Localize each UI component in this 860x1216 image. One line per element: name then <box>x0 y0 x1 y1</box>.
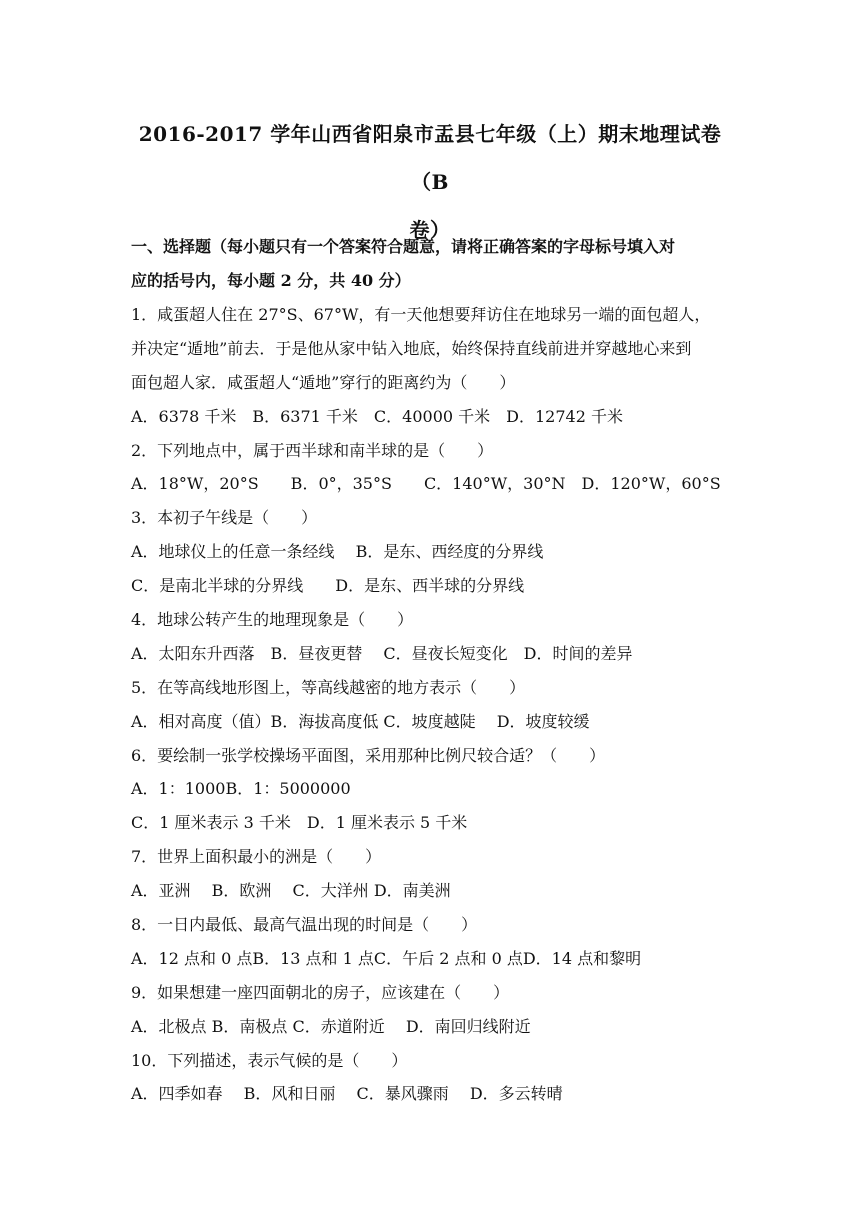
question-7-stem: 7．世界上面积最小的洲是（ ） <box>131 847 382 867</box>
question-2-options: A．18°W，20°S B．0°，35°S C．140°W，30°N D．120°W，60°S <box>131 474 721 494</box>
question-5-stem: 5．在等高线地形图上，等高线越密的地方表示（ ） <box>131 677 526 697</box>
question-6-stem: 6．要绘制一张学校操场平面图，采用那种比例尺较合适？（ ） <box>131 745 606 765</box>
question-9-stem: 9．如果想建一座四面朝北的房子，应该建在（ ） <box>131 982 510 1002</box>
title-line-1: 2016-2017 学年山西省阳泉市盂县七年级（上）期末地理试卷（B <box>138 122 722 194</box>
question-10-options: A．四季如春 B．风和日丽 C．暴风骤雨 D．多云转晴 <box>131 1084 563 1104</box>
title-line-2: 卷） <box>409 218 451 242</box>
question-9-options: A．北极点 B．南极点 C．赤道附近 D．南回归线附近 <box>131 1016 531 1036</box>
question-1-options: A．6378 千米 B．6371 千米 C．40000 千米 D．12742 千米 <box>131 406 623 426</box>
question-3-stem: 3．本初子午线是（ ） <box>131 508 318 528</box>
question-6-options: A．1：1000B．1：5000000 <box>131 779 351 799</box>
question-6-options: C．1 厘米表示 3 千米 D．1 厘米表示 5 千米 <box>131 813 468 833</box>
question-4-stem: 4．地球公转产生的地理现象是（ ） <box>131 610 414 630</box>
question-8-options: A．12 点和 0 点B．13 点和 1 点C．午后 2 点和 0 点D．14 点和黎明 <box>131 948 642 968</box>
question-4-options: A．太阳东升西落 B．昼夜更替 C．昼夜长短变化 D．时间的差异 <box>131 643 633 663</box>
question-list <box>131 298 731 1111</box>
question-7-options: A．亚洲 B．欧洲 C．大洋州 D．南美洲 <box>131 881 451 901</box>
question-1-stem: 并决定“遁地”前去．于是他从家中钻入地底，始终保持直线前进并穿越地心来到 <box>131 338 692 358</box>
question-3-options: A．地球仪上的任意一条经线 B．是东、西经度的分界线 <box>131 542 544 562</box>
question-1-stem: 面包超人家．咸蛋超人“遁地”穿行的距离约为（ ） <box>131 372 516 392</box>
question-5-options: A．相对高度（值）B．海拔高度低 C．坡度越陡 D．坡度较缓 <box>131 711 590 731</box>
question-3-options: C．是南北半球的分界线 D．是东、西半球的分界线 <box>131 576 525 596</box>
section-heading-line-2: 应的括号内，每小题 2 分，共 40 分） <box>131 271 411 290</box>
question-10-stem: 10．下列描述，表示气候的是（ ） <box>131 1050 408 1070</box>
question-1-stem: 1．咸蛋超人住在 27°S、67°W，有一天他想要拜访住在地球另一端的面包超人， <box>131 305 711 324</box>
section-heading-line-1: 一、选择题（每小题只有一个答案符合题意，请将正确答案的字母标号填入对 <box>131 237 676 256</box>
question-2-stem: 2．下列地点中，属于西半球和南半球的是（ ） <box>131 440 494 460</box>
section-heading <box>131 230 731 298</box>
question-8-stem: 8．一日内最低、最高气温出现的时间是（ ） <box>131 915 478 935</box>
